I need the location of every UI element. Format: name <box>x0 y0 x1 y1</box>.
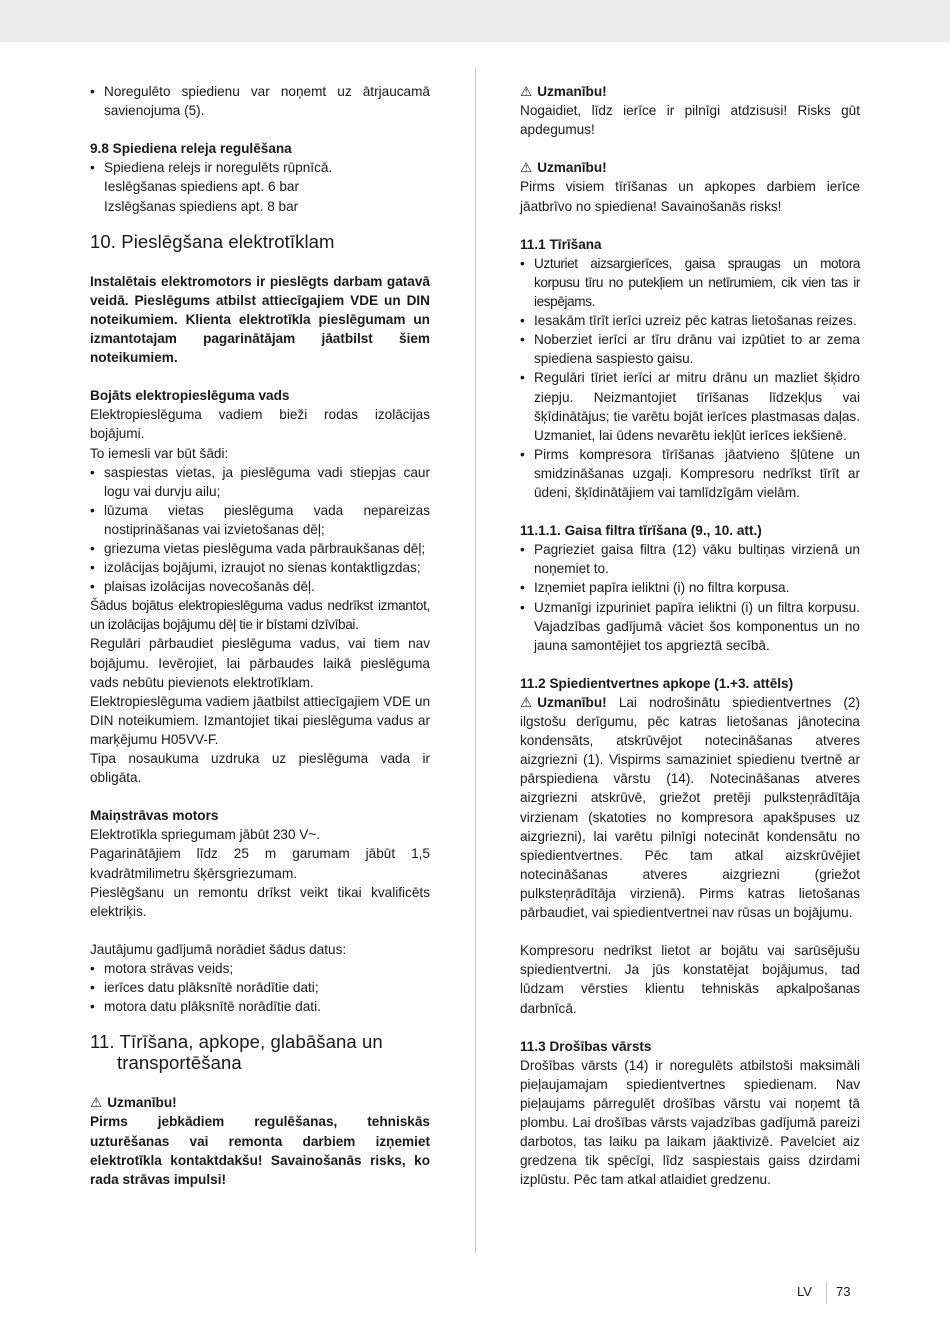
list-item: • motora strāvas veids; <box>90 959 430 978</box>
list-item: • plaisas izolācijas novecošanās dēļ. <box>90 577 430 596</box>
chapter-10-intro: Instalētais elektromotors ir pieslēgts darbam gatavā veidā. Pieslēgums atbilst attiecīgajiem VDE un DIN noteikumiem. Klienta elektrotīkla pieslēgumam un izmantotajam pagarinātājam jāatbilst šiem noteikumiem. <box>90 273 430 366</box>
warning-text: Pirms visiem tīrīšanas un apkopes darbiem ierīce jāatbrīvo no spiediena! Savainošanās risks! <box>520 179 860 214</box>
section-heading-9-8: 9.8 Spiediena releja regulēšana <box>90 141 292 157</box>
switch-off-pressure: Izslēgšanas spiediens apt. 8 bar <box>104 198 299 214</box>
column-divider <box>475 68 476 1253</box>
warning-label: Uzmanību! <box>537 160 607 176</box>
section-heading-11-2: 11.2 Spiedientvertnes apkope (1.+3. attēls) <box>520 675 794 691</box>
paragraph: Šādus bojātus elektropieslēguma vadus nedrīkst izmantot, un izolācijas bojājumu dēļ tie ir bīstami dzīvībai. <box>90 598 430 633</box>
warning-label: Uzmanību! <box>537 695 607 710</box>
list-item: • ierīces datu plāksnītē norādītie dati; <box>90 978 430 997</box>
warning-heading <box>90 1093 430 1112</box>
section-heading-11-1: 11.1 Tīrīšana <box>520 236 602 252</box>
ac-motor-heading: Maiņstrāvas motors <box>90 808 219 824</box>
list-item: • lūzuma vietas pieslēguma vada nepareizas nostiprināšanas vai izvietošanas dēļ; <box>90 501 430 539</box>
paragraph: Pagarinātājiem līdz 25 m garumam jābūt 1,5 kvadrātmilimetru šķērsgriezumam. <box>90 846 430 881</box>
pressure-switch-list <box>90 158 430 177</box>
list-item: • griezuma vietas pieslēguma vada pārbraukšanas dēļ; <box>90 539 430 558</box>
list-item: • Noregulēto spiedienu var noņemt uz ātrjaucamā savienojuma (5). <box>90 82 430 120</box>
list-item: • Pirms kompresora tīrīšanas jāatvieno šļūtene un smidzināšanas uzgaļi. Kompresoru nedrīkst tīrīt ar ūdeni, šķīdinātājiem vai tamlīdzīgām vielām. <box>520 445 860 502</box>
tank-maintenance-text <box>520 693 860 922</box>
footer-divider <box>826 1282 827 1304</box>
top-bar <box>0 0 950 42</box>
top-bullet-list <box>90 82 430 120</box>
section-heading-11-1-1: 11.1.1. Gaisa filtra tīrīšana (9., 10. att.) <box>520 523 762 539</box>
warning-label: Uzmanību! <box>107 1095 177 1111</box>
section-heading-11-3: 11.3 Drošības vārsts <box>520 1038 652 1054</box>
list-item: • Uzturiet aizsargierīces, gaisa spraugas un motora korpusu tīru no putekļiem un netīrumiem, cik vien tas ir iespējams. <box>520 254 860 311</box>
warning-triangle-icon: ⚠ <box>520 84 533 99</box>
list-item: • Izņemiet papīra ieliktni (i) no filtra korpusa. <box>520 578 860 597</box>
list-item: • Pagrieziet gaisa filtra (12) vāku bultiņas virzienā un noņemiet to. <box>520 540 860 578</box>
required-data-list <box>90 959 430 1016</box>
chapter-heading-10: 10. Pieslēgšana elektrotīklam <box>90 230 335 252</box>
language-code: LV <box>797 1284 812 1299</box>
damaged-cable-heading: Bojāts elektropieslēguma vads <box>90 388 290 404</box>
paragraph: To iemesli var būt šādi: <box>90 445 229 461</box>
paragraph: Drošības vārsts (14) ir noregulēts atbilstoši maksimāli pieļaujamajam spiedientvertnes spiedienam. Nav pieļaujams pārregulēt drošības vārstu vai noņemt tā plombu. Lai drošības vārsts vajadzības gadījumā pareizi darbotos, tas laiku pa laikam jāaktivizē. Pavelciet aiz gredzena tik spēcīgi, līdz saspiestais gaiss dzirdami izplūstu. Pēc tam atkal atlaidiet gredzenu. <box>520 1057 860 1188</box>
page-footer <box>0 1282 950 1302</box>
switch-on-pressure: Ieslēgšanas spiediens apt. 6 bar <box>104 179 299 195</box>
warning-triangle-icon: ⚠ <box>520 160 533 176</box>
paragraph: Elektropieslēguma vadiem bieži rodas izolācijas bojājumi. <box>90 407 430 442</box>
chapter-heading-11: 11. Tīrīšana, apkope, glabāšana un transportēšana <box>90 1031 383 1074</box>
list-item: • motora datu plāksnītē norādītie dati. <box>90 997 430 1016</box>
warning-text: Pirms jebkādiem regulēšanas, tehniskās uzturēšanas vai remonta darbiem izņemiet elektrotīkla kontaktdakšu! Savainošanās risks, ko rada strāvas impulsi! <box>90 1114 430 1187</box>
warning-heading <box>520 158 860 177</box>
list-item: • saspiestas vietas, ja pieslēguma vadi stiepjas caur logu vai durvju ailu; <box>90 463 430 501</box>
damage-causes-list <box>90 463 430 597</box>
warning-label: Uzmanību! <box>537 84 607 99</box>
list-item: • Iesakām tīrīt ierīci uzreiz pēc katras lietošanas reizes. <box>520 311 860 330</box>
paragraph: Lai nodrošinātu spiedientvertnes (2) ilgstošu derīgumu, pēc katras lietošanas jānotecina kondensāts, atskrūvējot notecināšanas atveres aizgriezni (1). Vispirms samaziniet spiedienu tvertnē ar pārspiediena vārstu (14). Notecināšanas atveres aizgriezni atskrūvē, griežot pretēji pulksteņrādītāja virzienam (skatoties no kompresora apakšpuses uz aizgriezni), lai varētu pilnīgi notecināt kondensātu no spiedientvertnes. Pēc tam atkal aizskrūvējiet notecināšanas atveres aizgriezni (griežot pulksteņrādītāja virzienā). Pirms katras lietošanas pārbaudiet, vai spiedientvertnei nav rūsas un bojājumu. <box>520 695 860 921</box>
warning-heading <box>520 695 607 710</box>
warning-triangle-icon: ⚠ <box>90 1095 103 1111</box>
paragraph: Regulāri pārbaudiet pieslēguma vadus, vai tiem nav bojājumu. Ievērojiet, lai pārbaudes laikā pieslēguma vads nebūtu pievienots elektrotīklam. <box>90 636 430 690</box>
list-item: • Uzmanīgi izpuriniet papīra ieliktni (i) un filtra korpusu. Vajadzības gadījumā vāciet šos komponentus un no jauna samontējiet tos apgrieztā secībā. <box>520 598 860 655</box>
list-item: • izolācijas bojājumi, izraujot no sienas kontaktligzdas; <box>90 558 430 577</box>
left-column <box>90 82 430 1189</box>
paragraph: Pieslēgšanu un remontu drīkst veikt tikai kvalificēts elektriķis. <box>90 884 430 919</box>
paragraph: Tipa nosaukuma uzdruka uz pieslēguma vada ir obligāta. <box>90 751 430 786</box>
warning-triangle-icon: ⚠ <box>520 695 533 710</box>
paragraph: Elektropieslēguma vadiem jāatbilst attiecīgajiem VDE un DIN noteikumiem. Izmantojiet tikai pieslēguma vadus ar marķējumu H05VV-F. <box>90 693 431 747</box>
list-item: • Regulāri tīriet ierīci ar mitru drānu un mazliet šķidro ziepju. Neizmantojiet tīrīšanas līdzekļus vai šķīdinātājus; tie varētu bojāt ierīces plastmasas daļas. Uzmaniet, lai ūdens nevarētu iekļūt ierīces iekšienē. <box>520 368 860 444</box>
page-number: 73 <box>836 1284 851 1299</box>
paragraph: Elektrotīkla spriegumam jābūt 230 V~. <box>90 827 321 843</box>
list-item: • Noberziet ierīci ar tīru drānu vai izpūtiet to ar zema spiediena saspiesto gaisu. <box>520 330 860 368</box>
paragraph: Kompresoru nedrīkst lietot ar bojātu vai sarūsējušu spiedientvertni. Ja jūs konstatējat bojājumus, tad lūdzam vērsties klientu tehniskās apkalpošanas darbnīcā. <box>520 943 860 1016</box>
warning-text: Nogaidiet, līdz ierīce ir pilnīgi atdzisusi! Risks gūt apdegumus! <box>520 103 860 138</box>
right-column <box>520 82 860 1189</box>
air-filter-list <box>520 540 860 655</box>
warning-heading <box>520 82 860 101</box>
list-item: • Spiediena relejs ir noregulēts rūpnīcā. <box>90 158 430 177</box>
cleaning-list <box>520 254 860 502</box>
paragraph: Jautājumu gadījumā norādiet šādus datus: <box>90 941 347 957</box>
